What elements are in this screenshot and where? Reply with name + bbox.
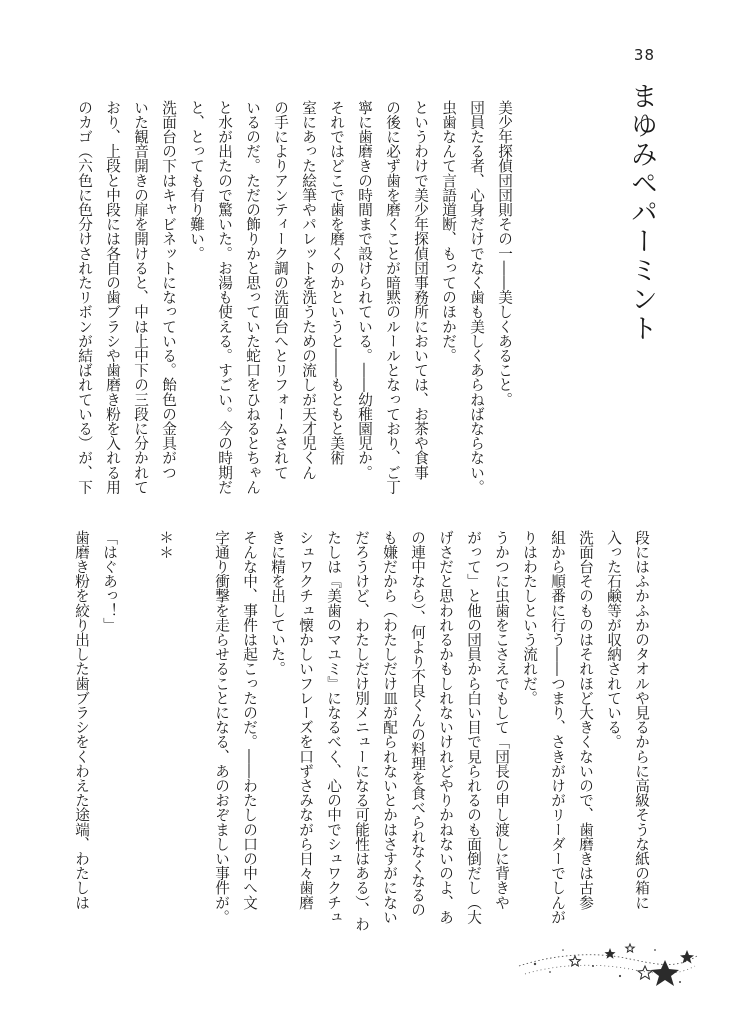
lower-text-block (73, 530, 655, 950)
page-number: 38 (633, 46, 655, 64)
upper-text-line: いるのだ。ただの飾りかと思っていた蛇口をひねるとちゃん (244, 100, 261, 495)
lower-text-line: りはわたしという流れだ。 (521, 530, 538, 706)
lower-text-line (179, 530, 207, 950)
upper-text-line: の手によりアンティーク調の洗面台へとリフォームされて (272, 100, 289, 480)
star-garland-icon (515, 936, 700, 992)
upper-text-block (76, 100, 518, 500)
lower-text-line: きに精を出していた。 (269, 530, 286, 676)
upper-text-line: それではどこで歯を磨くのかというと――もともと美術 (328, 100, 345, 465)
upper-text-line: おり、上段と中段には各自の歯ブラシや歯磨き粉を入れる用 (104, 100, 121, 495)
lower-text-line: の連中なら）、何より不良くんの料理を食べられなくなるの (409, 530, 426, 917)
chapter-title: まゆみペパーミント (626, 82, 657, 343)
lower-text-line: 歯磨き粉を絞り出した歯ブラシをくわえた途端、わたしは (73, 530, 90, 910)
upper-text-line: のカゴ（六色に色分けされたリボンが結ばれている）が、下 (76, 100, 93, 495)
lower-text-line: うかつに虫歯をこさえでもして「団長の申し渡しに背きや (493, 530, 510, 910)
upper-text-line: 室にあった絵筆やパレットを洗うための流しが天才児くん (300, 100, 317, 480)
lower-text-line: 字通り衝撃を走らせることになる、あのおぞましい事件が。 (213, 530, 230, 925)
upper-text-line: 団員たる者、心身だけでなく歯も美しくあらねばならない。 (468, 100, 485, 495)
upper-text-line: の後に必ず歯を磨くことが暗黙のルールとなっており、ご丁 (384, 100, 401, 495)
lower-text-line: 段にはふかふかのタオルや見るからに高級そうな紙の箱に (633, 530, 650, 910)
lower-text-line: ＊＊ (157, 530, 174, 560)
upper-text-line: 虫歯なんて言語道断、もってのほかだ。 (440, 100, 457, 363)
upper-text-line: 洗面台の下はキャビネットになっている。飴色の金具がつ (160, 100, 177, 480)
lower-text-line: 「はぐあっ！」 (101, 530, 118, 633)
lower-text-line: げさだと思われるかもしれないけれどやりかねないのよ、あ (437, 530, 454, 925)
upper-text-line: いた観音開きの扉を開けると、中は上中下の三段に分かれて (132, 100, 149, 495)
upper-text-line: 寧に歯磨きの時間まで設けられている。――幼稚園児か。 (356, 100, 373, 480)
lower-text-line: も嫌だから（わたしだけ皿が配られないとかはさすがにない (381, 530, 398, 925)
lower-text-line (123, 530, 151, 950)
lower-text-line: たしは『美歯のマユミ』になるべく、心の中でシュワクチュ (325, 530, 342, 925)
upper-text-line: 美少年探偵団団則その一――美しくあること。 (496, 100, 513, 407)
lower-text-line: 入った石鹸等が収納されている。 (605, 530, 622, 749)
upper-text-line: というわけで美少年探偵団事務所においては、お茶や食事 (412, 100, 429, 480)
lower-text-line: そんな中、事件は起こったのだ。――わたしの口の中へ文 (241, 530, 258, 910)
upper-text-line: と水が出たので驚いた。お湯も使える。すごい。今の時期だ (216, 100, 233, 495)
lower-text-line: シュワクチュ懐かしいフレーズを口ずさみながら日々歯磨 (297, 530, 314, 910)
lower-text-line: 洗面台そのものはそれほど大きくないので、歯磨きは古参 (577, 530, 594, 910)
lower-text-line: がって」と他の団員から白い目で見られるのも面倒だし（大 (465, 530, 482, 925)
lower-text-line: だろうけど、わたしだけ別メニューになる可能性はある）、わ (353, 530, 370, 932)
lower-text-line: 組から順番に行う――つまり、さきがけがリーダーでしんが (549, 530, 566, 925)
upper-text-line: と、とっても有り難い。 (188, 100, 205, 261)
